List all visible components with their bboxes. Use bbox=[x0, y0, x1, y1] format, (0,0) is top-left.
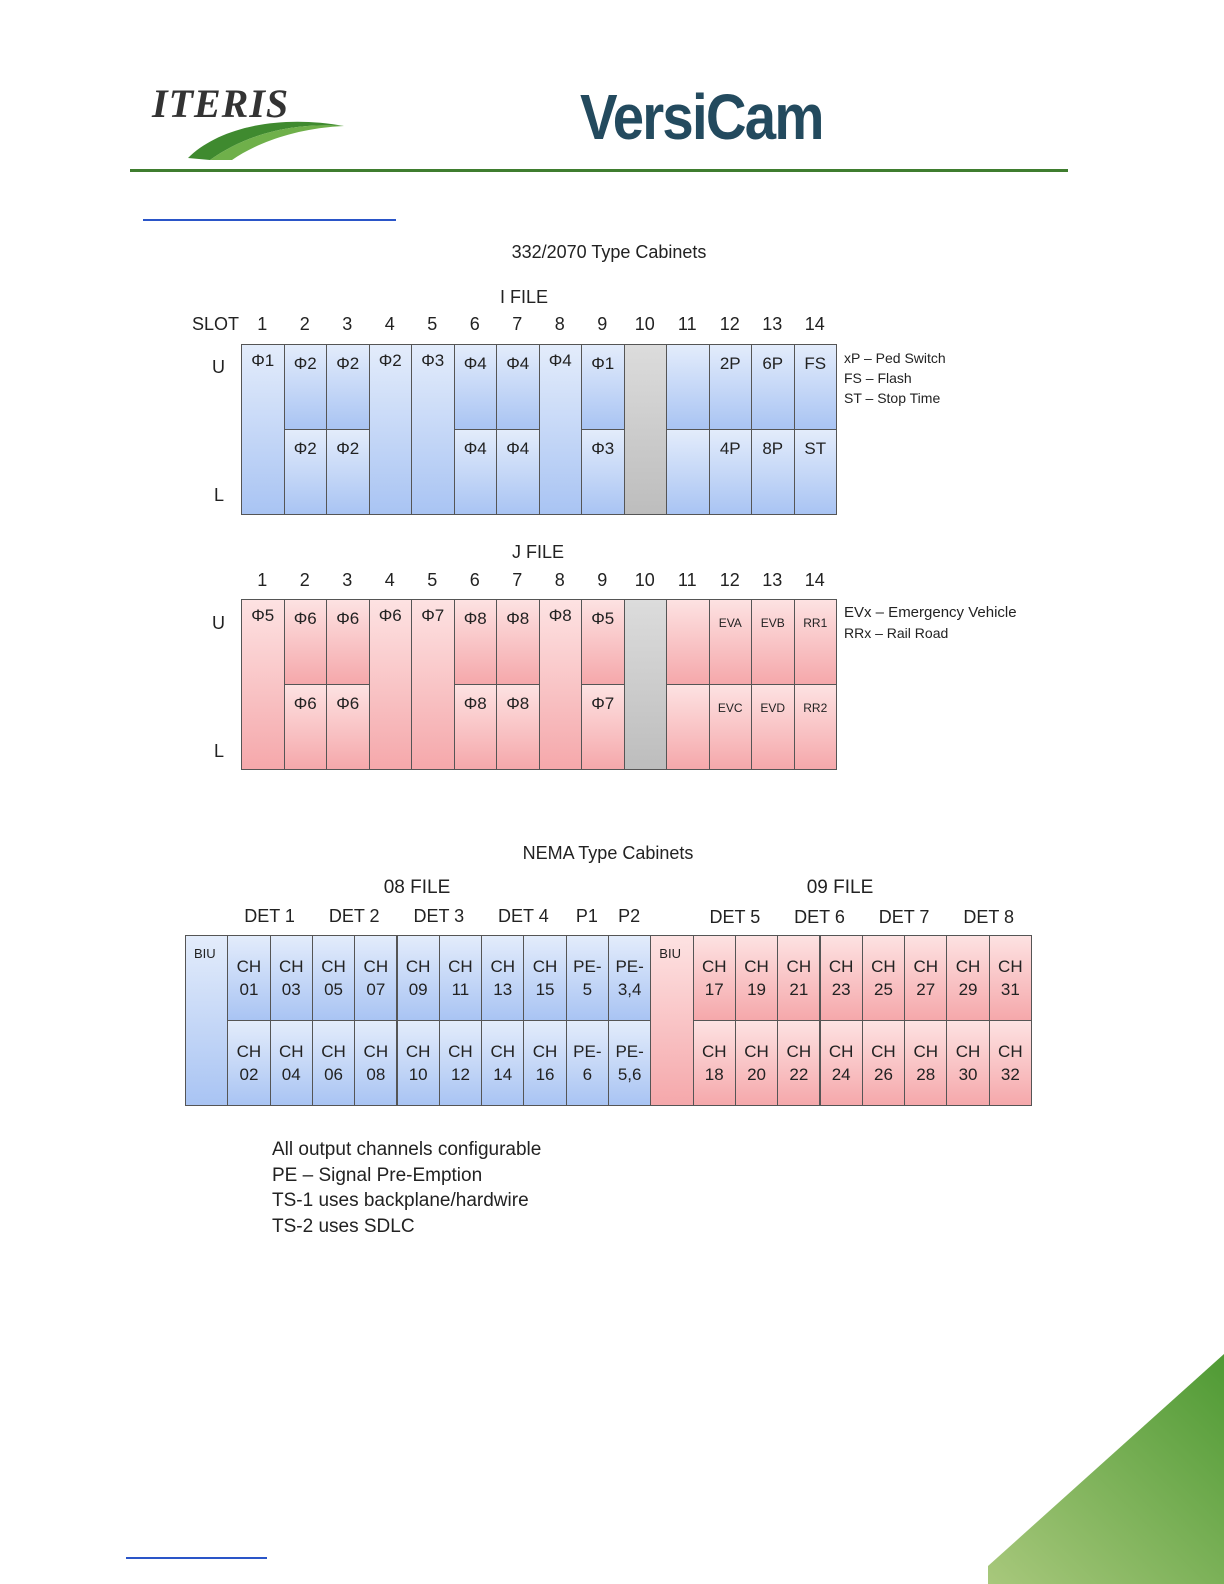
slot-5-full-cell bbox=[411, 344, 455, 515]
ifile-legend-3: ST – Stop Time bbox=[844, 390, 941, 406]
cell-label: Φ4 bbox=[548, 351, 572, 370]
channel-label: CH 10 bbox=[405, 1042, 431, 1084]
slot-13-upper-cell bbox=[751, 599, 795, 685]
file08-group-label: DET 4 bbox=[498, 906, 549, 926]
slot-9-lower-cell bbox=[581, 684, 625, 770]
slot-14-upper-cell bbox=[794, 599, 838, 685]
file09-upper-cell bbox=[735, 935, 778, 1021]
slot-12-lower-cell bbox=[709, 684, 753, 770]
slot-number: 2 bbox=[299, 570, 310, 590]
slot-number: 7 bbox=[512, 314, 523, 334]
slot-9-lower-cell bbox=[581, 429, 625, 515]
slot-9-upper-cell bbox=[581, 599, 625, 685]
slot-13-lower-cell bbox=[751, 429, 795, 515]
cell-label: Φ4 bbox=[463, 354, 487, 373]
cell-label: Φ5 bbox=[591, 609, 615, 628]
channel-label: CH 06 bbox=[321, 1042, 346, 1084]
section-link-underline bbox=[143, 219, 396, 221]
slot-number: 8 bbox=[554, 570, 565, 590]
slot-10-full-cell bbox=[624, 344, 668, 515]
cell-label: Φ2 bbox=[336, 439, 360, 458]
nema-notes bbox=[272, 1137, 541, 1239]
slot-7-lower-cell bbox=[496, 684, 540, 770]
ifile-row-u: U bbox=[212, 357, 225, 377]
channel-label: CH 20 bbox=[744, 1042, 769, 1084]
file09-lower-cell bbox=[989, 1020, 1032, 1106]
ifile-legend-2: FS – Flash bbox=[844, 370, 912, 386]
cell-label: Φ7 bbox=[421, 606, 445, 625]
file08-title: 08 FILE bbox=[383, 877, 451, 898]
file09-upper-cell bbox=[862, 935, 905, 1021]
channel-label: CH 18 bbox=[701, 1042, 727, 1084]
file08-lower-cell bbox=[523, 1020, 566, 1106]
file09-upper-cell bbox=[820, 935, 863, 1021]
channel-label: CH 28 bbox=[913, 1042, 939, 1084]
slot-7-upper-cell bbox=[496, 599, 540, 685]
slot-number: 7 bbox=[512, 570, 523, 590]
file08-upper-cell bbox=[566, 935, 609, 1021]
cell-label: 2P bbox=[719, 354, 741, 373]
slot-number: 3 bbox=[342, 314, 353, 334]
cell-label: Φ3 bbox=[591, 439, 615, 458]
cell-label: Φ1 bbox=[251, 351, 275, 370]
corner-triangle-decoration bbox=[988, 1354, 1224, 1584]
slot-11-upper-cell bbox=[666, 599, 710, 685]
channel-label: CH 03 bbox=[278, 957, 304, 999]
slot-8-full-cell bbox=[539, 344, 583, 515]
cell-label: Φ8 bbox=[506, 694, 530, 713]
file09-title: 09 FILE bbox=[806, 877, 874, 898]
cell-label: Φ6 bbox=[378, 606, 402, 625]
cell-label: Φ2 bbox=[293, 354, 317, 373]
slot-number: 9 bbox=[597, 314, 608, 334]
slot-number: 3 bbox=[342, 570, 353, 590]
slot-1-full-cell bbox=[241, 344, 285, 515]
slot-14-lower-cell bbox=[794, 429, 838, 515]
file08-group-label: DET 3 bbox=[413, 906, 465, 926]
slot-4-full-cell bbox=[369, 344, 413, 515]
slot-10-full-cell bbox=[624, 599, 668, 770]
cell-label: 4P bbox=[719, 439, 741, 458]
cell-label: EVA bbox=[718, 616, 742, 630]
channel-label: CH 07 bbox=[363, 957, 389, 999]
file08-lower-cell bbox=[227, 1020, 270, 1106]
slot-number: 8 bbox=[554, 314, 565, 334]
file08-group-label: DET 1 bbox=[244, 906, 295, 926]
cell-label: Φ5 bbox=[251, 606, 275, 625]
slot-number: 12 bbox=[719, 314, 740, 334]
slot-number: 4 bbox=[384, 570, 395, 590]
file08-lower-cell bbox=[439, 1020, 482, 1106]
channel-label: CH 12 bbox=[448, 1042, 473, 1084]
cell-label: EVD bbox=[760, 701, 786, 715]
cell-label: Φ2 bbox=[378, 351, 402, 370]
channel-label: PE- 3,4 bbox=[615, 957, 644, 999]
cell-label: EVB bbox=[760, 616, 785, 630]
versicam-logo: VersiCam bbox=[580, 81, 823, 153]
cell-label: Φ8 bbox=[463, 694, 487, 713]
cell-label: RR2 bbox=[803, 701, 828, 715]
file09-group-label: DET 6 bbox=[794, 907, 845, 927]
cell-label: Φ2 bbox=[293, 439, 317, 458]
nema-title: NEMA Type Cabinets bbox=[522, 843, 694, 863]
file09-lower-cell bbox=[904, 1020, 947, 1106]
iteris-logo-text: ITERIS bbox=[152, 81, 290, 126]
channel-label: CH 23 bbox=[828, 957, 854, 999]
jfile-title: J FILE bbox=[511, 542, 565, 562]
channel-label: CH 30 bbox=[955, 1042, 981, 1084]
cell-label: RR1 bbox=[803, 616, 828, 630]
cell-label: Φ8 bbox=[463, 609, 487, 628]
slot-2-upper-cell bbox=[284, 344, 328, 430]
channel-label: CH 05 bbox=[321, 957, 346, 999]
slot-number: 5 bbox=[427, 570, 438, 590]
channel-label: CH 15 bbox=[532, 957, 558, 999]
slot-7-lower-cell bbox=[496, 429, 540, 515]
note-2: PE – Signal Pre-Emption bbox=[272, 1164, 483, 1186]
file09-lower-cell bbox=[820, 1020, 863, 1106]
cell-label: ST bbox=[804, 439, 827, 458]
slot-number: 9 bbox=[597, 570, 608, 590]
header-rule bbox=[130, 169, 1068, 172]
cell-label: Φ8 bbox=[506, 609, 530, 628]
file08-upper-cell bbox=[481, 935, 524, 1021]
channel-label: CH 32 bbox=[998, 1042, 1023, 1084]
slot-label: SLOT bbox=[192, 314, 240, 334]
channel-label: CH 21 bbox=[786, 957, 812, 999]
channel-label: CH 01 bbox=[236, 957, 262, 999]
channel-label: CH 14 bbox=[490, 1042, 516, 1084]
note-1: All output channels configurable bbox=[272, 1139, 542, 1160]
slot-6-lower-cell bbox=[454, 684, 498, 770]
channel-label: CH 08 bbox=[363, 1042, 389, 1084]
cab332-title: 332/2070 Type Cabinets bbox=[511, 242, 707, 262]
file09-lower-cell bbox=[693, 1020, 736, 1106]
slot-14-upper-cell bbox=[794, 344, 838, 430]
file09-group-label: DET 8 bbox=[963, 907, 1015, 927]
file08-upper-cell bbox=[608, 935, 651, 1021]
cell-label: Φ1 bbox=[591, 354, 615, 373]
file09-lower-cell bbox=[777, 1020, 820, 1106]
file09-upper-cell bbox=[946, 935, 989, 1021]
file09-upper-cell bbox=[904, 935, 947, 1021]
slot-number: 14 bbox=[804, 314, 825, 334]
footer-link-underline bbox=[126, 1557, 267, 1559]
cell-label: Φ6 bbox=[293, 694, 317, 713]
slot-8-full-cell bbox=[539, 599, 583, 770]
slot-6-upper-cell bbox=[454, 599, 498, 685]
file08-group-label: DET 2 bbox=[328, 906, 380, 926]
slot-number: 1 bbox=[257, 570, 268, 590]
file08-group-label: P2 bbox=[618, 906, 641, 926]
channel-label: CH 11 bbox=[448, 957, 473, 999]
iteris-logo bbox=[148, 78, 358, 168]
slot-13-upper-cell bbox=[751, 344, 795, 430]
slot-12-upper-cell bbox=[709, 599, 753, 685]
cell-label: Φ6 bbox=[336, 609, 360, 628]
slot-3-upper-cell bbox=[326, 599, 370, 685]
file09-upper-cell bbox=[989, 935, 1032, 1021]
slot-12-upper-cell bbox=[709, 344, 753, 430]
slot-11-lower-cell bbox=[666, 684, 710, 770]
cell-label: Φ7 bbox=[591, 694, 615, 713]
slot-number: 11 bbox=[677, 570, 697, 590]
slot-2-upper-cell bbox=[284, 599, 328, 685]
file08-lower-cell bbox=[481, 1020, 524, 1106]
slot-number: 12 bbox=[719, 570, 740, 590]
slot-6-lower-cell bbox=[454, 429, 498, 515]
jfile-row-u: U bbox=[212, 613, 225, 633]
ifile-title: I FILE bbox=[499, 287, 549, 307]
channel-label: CH 17 bbox=[701, 957, 727, 999]
channel-label: CH 26 bbox=[871, 1042, 896, 1084]
slot-13-lower-cell bbox=[751, 684, 795, 770]
ifile-legend-1: xP – Ped Switch bbox=[844, 350, 946, 366]
file08-upper-cell bbox=[439, 935, 482, 1021]
file08-lower-cell bbox=[566, 1020, 609, 1106]
channel-label: CH 13 bbox=[490, 957, 516, 999]
file09-group-label: DET 5 bbox=[709, 907, 761, 927]
cell-label: FS bbox=[804, 354, 827, 373]
channel-label: PE- 5 bbox=[573, 957, 602, 999]
file08-lower-cell bbox=[608, 1020, 651, 1106]
channel-label: PE- 5,6 bbox=[615, 1042, 644, 1084]
file08-upper-cell bbox=[354, 935, 397, 1021]
channel-label: CH 04 bbox=[278, 1042, 304, 1084]
file08-lower-cell bbox=[270, 1020, 313, 1106]
slot-12-lower-cell bbox=[709, 429, 753, 515]
file08-lower-cell bbox=[354, 1020, 397, 1106]
slot-1-full-cell bbox=[241, 599, 285, 770]
channel-label: CH 02 bbox=[236, 1042, 262, 1084]
file08-upper-cell bbox=[270, 935, 313, 1021]
cell-label: Φ8 bbox=[548, 606, 572, 625]
file09-group-label: DET 7 bbox=[878, 907, 930, 927]
channel-label: CH 24 bbox=[828, 1042, 854, 1084]
slot-5-full-cell bbox=[411, 599, 455, 770]
note-4: TS-2 uses SDLC bbox=[272, 1215, 415, 1237]
channel-label: CH 09 bbox=[405, 957, 431, 999]
cell-label: EVC bbox=[717, 701, 743, 715]
file09-lower-cell bbox=[735, 1020, 778, 1106]
jfile-legend-2: RRx – Rail Road bbox=[844, 625, 949, 641]
biu-cell bbox=[185, 935, 228, 1106]
slot-number: 4 bbox=[384, 314, 395, 334]
cell-label: Φ4 bbox=[463, 439, 487, 458]
slot-3-lower-cell bbox=[326, 684, 370, 770]
channel-label: CH 27 bbox=[913, 957, 939, 999]
cell-label: 8P bbox=[762, 439, 784, 458]
file08-lower-cell bbox=[397, 1020, 440, 1106]
file08-upper-cell bbox=[523, 935, 566, 1021]
slot-4-full-cell bbox=[369, 599, 413, 770]
channel-label: PE- 6 bbox=[573, 1042, 602, 1084]
cell-label: Φ2 bbox=[336, 354, 360, 373]
slot-11-upper-cell bbox=[666, 344, 710, 430]
file08-group-label: P1 bbox=[575, 906, 598, 926]
slot-2-lower-cell bbox=[284, 684, 328, 770]
channel-label: CH 29 bbox=[955, 957, 981, 999]
biu-cell bbox=[650, 935, 693, 1106]
jfile-row-l: L bbox=[214, 741, 225, 761]
file09-lower-cell bbox=[862, 1020, 905, 1106]
cell-label: 6P bbox=[762, 354, 784, 373]
file08-upper-cell bbox=[397, 935, 440, 1021]
slot-number: 6 bbox=[469, 570, 480, 590]
biu-label: BIU bbox=[659, 946, 681, 961]
file08-lower-cell bbox=[312, 1020, 355, 1106]
slot-number: 2 bbox=[299, 314, 310, 334]
slot-3-lower-cell bbox=[326, 429, 370, 515]
slot-7-upper-cell bbox=[496, 344, 540, 430]
cell-label: Φ3 bbox=[421, 351, 445, 370]
slot-9-upper-cell bbox=[581, 344, 625, 430]
channel-label: CH 19 bbox=[744, 957, 769, 999]
channel-label: CH 31 bbox=[998, 957, 1023, 999]
jfile-legend-1: EVx – Emergency Vehicle bbox=[844, 604, 1017, 621]
note-3: TS-1 uses backplane/hardwire bbox=[272, 1190, 529, 1211]
cell-label: Φ6 bbox=[293, 609, 317, 628]
channel-label: CH 16 bbox=[532, 1042, 558, 1084]
slot-number: 10 bbox=[634, 314, 655, 334]
slot-3-upper-cell bbox=[326, 344, 370, 430]
cell-label: Φ6 bbox=[336, 694, 360, 713]
file08-upper-cell bbox=[227, 935, 270, 1021]
slot-number: 6 bbox=[469, 314, 480, 334]
file09-upper-cell bbox=[777, 935, 820, 1021]
cell-label: Φ4 bbox=[506, 354, 530, 373]
ifile-row-l: L bbox=[214, 485, 225, 505]
channel-label: CH 25 bbox=[871, 957, 896, 999]
cell-label: Φ4 bbox=[506, 439, 530, 458]
biu-label: BIU bbox=[194, 946, 216, 961]
slot-number: 5 bbox=[427, 314, 438, 334]
slot-2-lower-cell bbox=[284, 429, 328, 515]
file09-lower-cell bbox=[946, 1020, 989, 1106]
slot-number: 14 bbox=[804, 570, 825, 590]
file08-upper-cell bbox=[312, 935, 355, 1021]
slot-6-upper-cell bbox=[454, 344, 498, 430]
channel-label: CH 22 bbox=[786, 1042, 812, 1084]
slot-14-lower-cell bbox=[794, 684, 838, 770]
slot-11-lower-cell bbox=[666, 429, 710, 515]
slot-number: 1 bbox=[257, 314, 268, 334]
slot-number: 13 bbox=[762, 314, 783, 334]
slot-number: 13 bbox=[762, 570, 783, 590]
file09-upper-cell bbox=[693, 935, 736, 1021]
slot-number: 10 bbox=[634, 570, 655, 590]
slot-number: 11 bbox=[677, 314, 697, 334]
